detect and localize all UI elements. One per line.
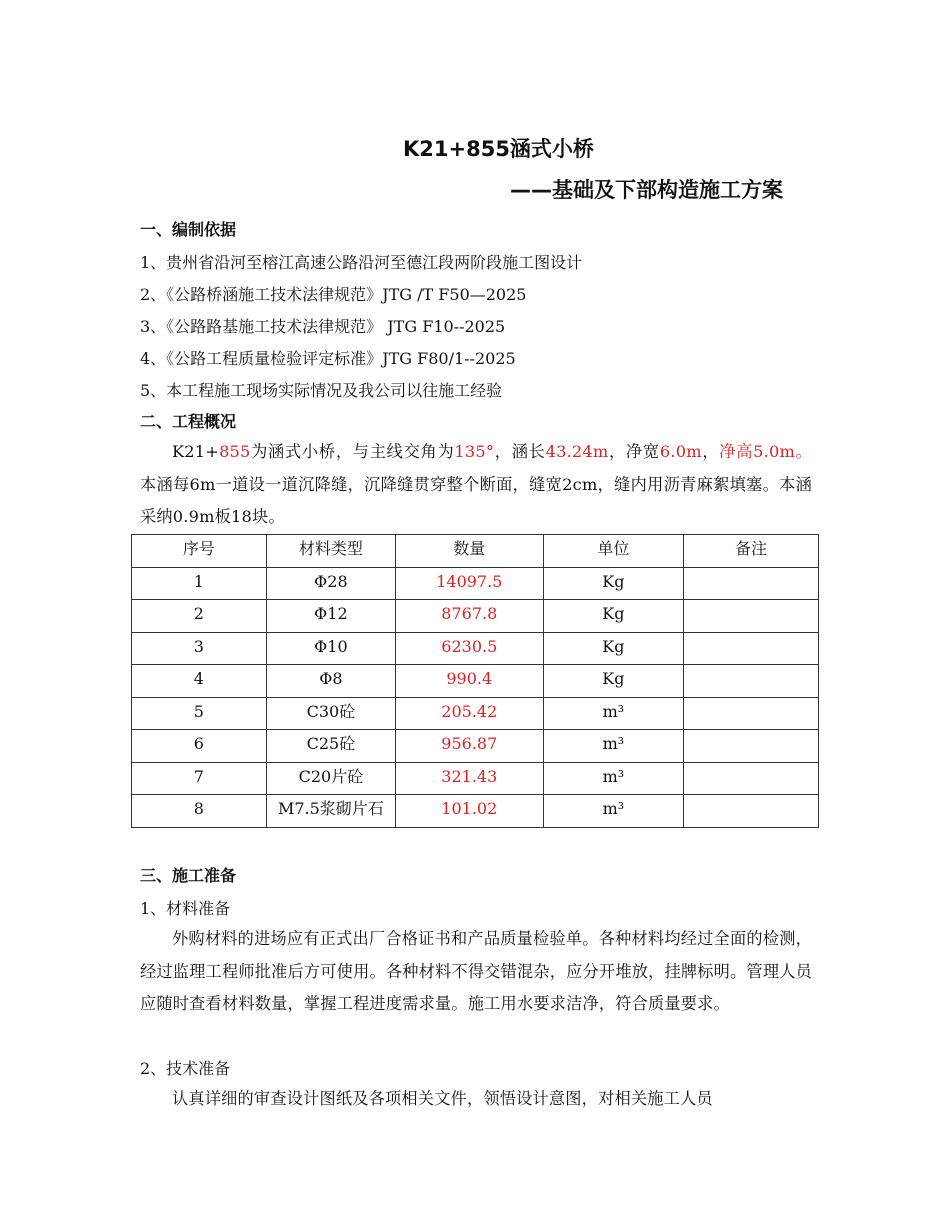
cell-remark [684,665,819,698]
overview-text-3: ，净宽 [608,442,660,461]
cell-remark [684,795,819,828]
materials-text: 外购材料的进场应有正式出厂合格证书和产品质量检验单。各种材料均经过全面的检测，经过监理工程师批准后方可使用。各种材料不得交错混杂，应分开堆放，挂牌标明。管理人员应随时查看材料数量，掌握工程进度需求量。施工用水要求洁净，符合质量要求。 [140,929,812,1013]
section-heading-overview: 二、工程概况 [140,412,237,431]
overview-text-4: ， [701,442,720,461]
table-row [132,795,819,828]
cell-quantity: 205.42 [396,697,543,730]
header-index: 序号 [132,535,267,568]
cell-unit: Kg [543,632,684,665]
cell-index: 2 [132,600,267,633]
section-heading-preparation: 三、施工准备 [140,866,237,885]
overview-width: 6.0m [659,442,702,461]
cell-material: Φ8 [266,665,395,698]
cell-unit: m³ [543,697,684,730]
table-row [132,697,819,730]
cell-quantity: 990.4 [396,665,543,698]
overview-station: 855 [219,442,251,461]
cell-unit: Kg [543,567,684,600]
overview-height: 净高5.0m。 [719,442,812,461]
cell-material: C30砼 [266,697,395,730]
materials-paragraph [140,923,812,1021]
subheading-technical: 2、技术准备 [140,1059,231,1078]
cell-unit: Kg [543,665,684,698]
basis-item-4: 4、《公路工程质量检验评定标准》JTG F80/1--2025 [140,349,516,368]
materials-table [131,534,819,828]
overview-k21: K21+ [172,442,220,461]
document-subtitle: ——基础及下部构造施工方案 [510,178,783,202]
cell-remark [684,632,819,665]
cell-index: 5 [132,697,267,730]
table-row [132,730,819,763]
cell-material: C20片砼 [266,762,395,795]
cell-unit: m³ [543,730,684,763]
cell-unit: m³ [543,762,684,795]
header-material: 材料类型 [266,535,395,568]
cell-quantity: 956.87 [396,730,543,763]
overview-paragraph [140,436,812,534]
cell-remark [684,697,819,730]
table-row [132,600,819,633]
cell-index: 1 [132,567,267,600]
cell-remark [684,730,819,763]
section-heading-basis: 一、编制依据 [140,220,237,239]
cell-index: 6 [132,730,267,763]
cell-material: C25砼 [266,730,395,763]
cell-index: 8 [132,795,267,828]
basis-item-5: 5、本工程施工现场实际情况及我公司以往施工经验 [140,381,503,400]
document-title: K21+855涵式小桥 [403,137,594,161]
table-row [132,632,819,665]
technical-paragraph [140,1083,812,1116]
table-row [132,762,819,795]
table-row [132,665,819,698]
basis-item-2: 2、《公路桥涵施工技术法律规范》JTG /T F50—2025 [140,285,527,304]
cell-quantity: 14097.5 [396,567,543,600]
technical-text: 认真详细的审查设计图纸及各项相关文件，领悟设计意图，对相关施工人员 [172,1089,713,1108]
table-header-row [132,535,819,568]
cell-remark [684,600,819,633]
table-row [132,567,819,600]
overview-text-5: 本涵每6m一道设一道沉降缝，沉降缝贯穿整个断面，缝宽2cm，缝内用沥青麻絮填塞。本涵采纳0.9m板18块。 [140,474,812,526]
cell-material: Φ28 [266,567,395,600]
cell-index: 3 [132,632,267,665]
cell-unit: m³ [543,795,684,828]
cell-remark [684,762,819,795]
cell-quantity: 101.02 [396,795,543,828]
cell-material: Φ12 [266,600,395,633]
cell-quantity: 6230.5 [396,632,543,665]
overview-text-1: 为涵式小桥，与主线交角为 [250,442,455,461]
overview-angle: 135° [454,442,495,461]
cell-remark [684,567,819,600]
cell-quantity: 8767.8 [396,600,543,633]
cell-unit: Kg [543,600,684,633]
header-remark: 备注 [684,535,819,568]
header-quantity: 数量 [396,535,543,568]
basis-item-1: 1、贵州省沿河至榕江高速公路沿河至德江段两阶段施工图设计 [140,253,583,272]
overview-text-2: ，涵长 [494,442,546,461]
cell-quantity: 321.43 [396,762,543,795]
cell-material: M7.5浆砌片石 [266,795,395,828]
cell-index: 4 [132,665,267,698]
subheading-materials: 1、材料准备 [140,899,231,918]
cell-material: Φ10 [266,632,395,665]
overview-length: 43.24m [545,442,609,461]
header-unit: 单位 [543,535,684,568]
cell-index: 7 [132,762,267,795]
basis-item-3: 3、《公路路基施工技术法律规范》 JTG F10--2025 [140,317,506,336]
